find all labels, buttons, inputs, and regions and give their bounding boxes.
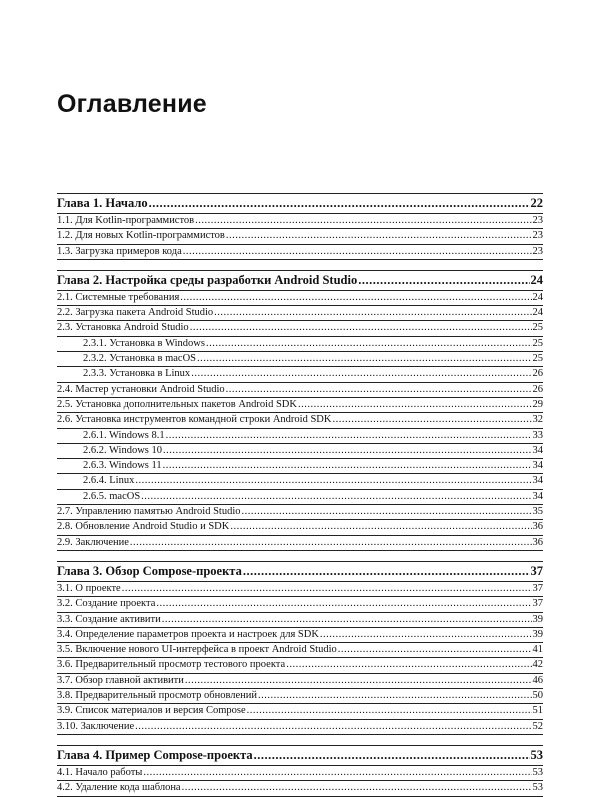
toc-section-entry[interactable] xyxy=(57,781,543,796)
dot-leader xyxy=(242,505,532,519)
toc-entry-label: 2.3. Установка Android Studio xyxy=(57,322,189,334)
toc-entry-label: 2.6. Установка инструментов командной строки Android SDK xyxy=(57,414,332,426)
toc-chapter-heading[interactable] xyxy=(57,194,543,214)
toc-entry-label: 2.6.1. Windows 8.1 xyxy=(83,429,165,441)
toc-section-entry[interactable] xyxy=(57,383,543,398)
toc-subsection-entry[interactable] xyxy=(57,459,543,474)
toc-page-number: 32 xyxy=(532,414,543,426)
toc-entry-label: 3.2. Создание проекта xyxy=(57,598,156,610)
toc-page-number: 24 xyxy=(530,272,543,287)
toc-subsection-entry[interactable] xyxy=(57,444,543,459)
toc-page-number: 23 xyxy=(532,215,543,226)
toc-page-number: 41 xyxy=(532,644,543,656)
toc-entry-label: 2.6.4. Linux xyxy=(83,475,135,487)
toc-subsection-entry[interactable] xyxy=(57,490,543,505)
dot-leader xyxy=(130,536,532,550)
toc-page-number: 23 xyxy=(532,230,543,242)
toc-entry-label: 1.1. Для Kotlin-программистов xyxy=(57,215,195,226)
toc-entry-label: 3.7. Обзор главной активити xyxy=(57,674,184,686)
toc-section-entry[interactable] xyxy=(57,413,543,428)
toc-section-entry[interactable] xyxy=(57,613,543,628)
toc-subsection-entry[interactable] xyxy=(57,367,543,382)
toc-page-number: 33 xyxy=(532,429,543,441)
toc-page-number: 52 xyxy=(532,720,543,732)
toc-page-number: 53 xyxy=(532,782,543,794)
toc-section-entry[interactable] xyxy=(57,689,543,704)
dot-leader xyxy=(230,520,531,534)
toc-section-entry[interactable] xyxy=(57,597,543,612)
toc-page-number: 22 xyxy=(530,196,543,210)
toc-section-entry[interactable] xyxy=(57,505,543,520)
toc-entry-label: 2.9. Заключение xyxy=(57,536,129,548)
dot-leader xyxy=(332,413,531,427)
toc-page-number: 50 xyxy=(532,690,543,702)
toc-chapter xyxy=(57,193,543,260)
page-title: Оглавление xyxy=(57,90,207,118)
toc-chapter-heading[interactable] xyxy=(57,562,543,582)
dot-leader xyxy=(206,337,532,351)
toc-subsection-entry[interactable] xyxy=(57,429,543,444)
dot-leader xyxy=(156,597,531,611)
dot-leader xyxy=(163,444,531,458)
toc-section-entry[interactable] xyxy=(57,306,543,321)
toc-section-entry[interactable] xyxy=(57,245,543,260)
toc-page-number: 24 xyxy=(532,291,543,303)
toc-chapter-title: Глава 3. Обзор Compose-проекта xyxy=(57,563,242,578)
toc-page-number: 42 xyxy=(532,659,543,671)
dot-leader xyxy=(135,720,531,734)
dot-leader xyxy=(226,383,532,397)
dot-leader xyxy=(182,781,532,795)
toc-section-entry[interactable] xyxy=(57,766,543,781)
toc-entry-label: 2.3.2. Установка в macOS xyxy=(83,353,197,365)
toc-page-number: 34 xyxy=(532,444,543,456)
toc-section-entry[interactable] xyxy=(57,720,543,735)
toc-page-number: 37 xyxy=(530,563,543,578)
dot-leader xyxy=(214,306,531,320)
toc-entry-label: 3.1. О проекте xyxy=(57,582,121,594)
toc-page-number: 23 xyxy=(532,245,543,257)
dot-leader xyxy=(243,562,530,581)
dot-leader xyxy=(338,643,532,657)
toc-chapter xyxy=(57,270,543,551)
toc-section-entry[interactable] xyxy=(57,536,543,551)
dot-leader xyxy=(247,704,532,718)
toc-page-number: 36 xyxy=(532,521,543,533)
toc-entry-label: 1.2. Для новых Kotlin-программистов xyxy=(57,230,225,242)
dot-leader xyxy=(122,582,532,596)
toc-chapter-title: Глава 1. Начало xyxy=(57,196,148,210)
toc-page-number: 36 xyxy=(532,536,543,548)
toc-entry-label: 1.3. Загрузка примеров кода xyxy=(57,245,182,257)
dot-leader xyxy=(195,214,531,228)
toc-entry-label: 2.2. Загрузка пакета Android Studio xyxy=(57,307,214,319)
toc-entry-label: 2.1. Системные требования xyxy=(57,291,180,303)
toc-section-entry[interactable] xyxy=(57,291,543,306)
table-of-contents xyxy=(57,193,543,797)
toc-section-entry[interactable] xyxy=(57,520,543,535)
toc-chapter-title: Глава 4. Пример Compose-проекта xyxy=(57,747,253,762)
toc-page-number: 26 xyxy=(532,383,543,395)
toc-subsection-entry[interactable] xyxy=(57,352,543,367)
toc-section-entry[interactable] xyxy=(57,628,543,643)
dot-leader xyxy=(143,766,531,780)
dot-leader xyxy=(298,398,532,412)
toc-subsection-entry[interactable] xyxy=(57,337,543,352)
toc-page-number: 24 xyxy=(532,307,543,319)
toc-entry-label: 2.8. Обновление Android Studio и SDK xyxy=(57,521,230,533)
toc-entry-label: 2.3.3. Установка в Linux xyxy=(83,368,191,380)
toc-entry-label: 2.6.5. macOS xyxy=(83,490,141,502)
dot-leader xyxy=(135,474,531,488)
toc-page-number: 46 xyxy=(532,674,543,686)
toc-section-entry[interactable] xyxy=(57,674,543,689)
toc-entry-label: 2.5. Установка дополнительных пакетов Android SDK xyxy=(57,398,297,410)
toc-page-number: 51 xyxy=(532,705,543,717)
toc-chapter xyxy=(57,745,543,797)
toc-page-number: 25 xyxy=(532,353,543,365)
toc-section-entry[interactable] xyxy=(57,229,543,244)
toc-chapter-title: Глава 2. Настройка среды разработки Android Studio xyxy=(57,272,358,287)
toc-section-entry[interactable] xyxy=(57,643,543,658)
toc-page-number: 35 xyxy=(532,506,543,518)
toc-section-entry[interactable] xyxy=(57,704,543,719)
toc-section-entry[interactable] xyxy=(57,582,543,597)
dot-leader xyxy=(258,689,531,703)
toc-section-entry[interactable] xyxy=(57,321,543,336)
dot-leader xyxy=(185,674,532,688)
toc-page-number: 53 xyxy=(530,747,543,762)
toc-entry-label: 3.9. Список материалов и версия Compose xyxy=(57,705,246,717)
toc-entry-label: 3.6. Предварительный просмотр тестового проекта xyxy=(57,659,286,671)
toc-chapter xyxy=(57,561,543,735)
dot-leader xyxy=(320,628,532,642)
toc-section-entry[interactable] xyxy=(57,398,543,413)
toc-entry-label: 3.10. Заключение xyxy=(57,720,135,732)
toc-entry-label: 3.8. Предварительный просмотр обновлений xyxy=(57,690,258,702)
toc-entry-label: 2.7. Управлению памятью Android Studio xyxy=(57,506,241,518)
toc-page-number: 25 xyxy=(532,322,543,334)
toc-section-entry[interactable] xyxy=(57,214,543,229)
toc-page-number: 34 xyxy=(532,460,543,472)
toc-page-number: 53 xyxy=(532,766,543,778)
toc-entry-label: 2.3.1. Установка в Windows xyxy=(83,337,205,349)
toc-page-number: 25 xyxy=(532,337,543,349)
dot-leader xyxy=(149,194,530,213)
toc-page-number: 39 xyxy=(532,613,543,625)
toc-page-number: 37 xyxy=(532,598,543,610)
dot-leader xyxy=(166,429,532,443)
toc-chapter-heading[interactable] xyxy=(57,271,543,291)
toc-subsection-entry[interactable] xyxy=(57,474,543,489)
toc-page-number: 39 xyxy=(532,628,543,640)
toc-entry-label: 3.4. Определение параметров проекта и настроек для SDK xyxy=(57,628,319,640)
toc-page-number: 29 xyxy=(532,398,543,410)
toc-page-number: 34 xyxy=(532,490,543,502)
dot-leader xyxy=(226,229,532,243)
toc-entry-label: 4.1. Начало работы xyxy=(57,766,143,778)
dot-leader xyxy=(141,490,531,504)
toc-entry-label: 2.6.2. Windows 10 xyxy=(83,444,163,456)
toc-chapter-heading[interactable] xyxy=(57,746,543,766)
dot-leader xyxy=(358,271,529,290)
toc-entry-label: 2.6.3. Windows 11 xyxy=(83,460,162,472)
toc-page-number: 26 xyxy=(532,368,543,380)
dot-leader xyxy=(254,746,530,765)
dot-leader xyxy=(162,613,532,627)
dot-leader xyxy=(163,459,532,473)
toc-section-entry[interactable] xyxy=(57,658,543,673)
dot-leader xyxy=(197,352,531,366)
dot-leader xyxy=(286,658,531,672)
dot-leader xyxy=(183,245,532,259)
dot-leader xyxy=(190,321,532,335)
toc-page-number: 37 xyxy=(532,582,543,594)
toc-entry-label: 2.4. Мастер установки Android Studio xyxy=(57,383,225,395)
toc-entry-label: 3.3. Создание активити xyxy=(57,613,161,625)
toc-page-number: 34 xyxy=(532,475,543,487)
toc-entry-label: 3.5. Включение нового UI-интерфейса в проект Android Studio xyxy=(57,644,337,656)
dot-leader xyxy=(191,367,531,381)
toc-entry-label: 4.2. Удаление кода шаблона xyxy=(57,782,181,794)
dot-leader xyxy=(180,291,531,305)
